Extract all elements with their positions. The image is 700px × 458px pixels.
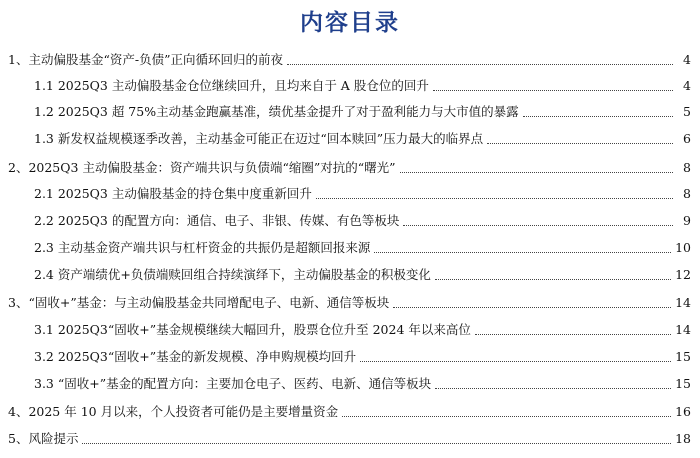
toc-entry[interactable] xyxy=(34,77,691,95)
toc-entry-title: 4、2025 年 10 月以来，个人投资者可能仍是主要增量资金 xyxy=(8,404,339,419)
toc-entry[interactable] xyxy=(34,239,691,257)
toc-entry-page: 14 xyxy=(675,295,691,310)
toc-entry-page: 8 xyxy=(683,186,691,201)
toc-entry-title: 3.1 2025Q3“固收+”基金规模继续大幅回升，股票仓位升至 2024 年以来高位 xyxy=(34,322,471,337)
toc-leader-dots xyxy=(523,116,673,117)
toc-entry-page: 15 xyxy=(675,376,691,391)
toc-leader-dots xyxy=(82,443,671,444)
toc-leader-dots xyxy=(435,279,671,280)
toc-leader-dots xyxy=(475,334,671,335)
toc-entry-page: 5 xyxy=(683,104,691,119)
toc-entry-title: 1、主动偏股基金“资产-负债”正向循环回归的前夜 xyxy=(8,52,283,67)
toc-leader-dots xyxy=(403,225,673,226)
toc-entry-page: 4 xyxy=(683,78,691,93)
toc-entry[interactable] xyxy=(34,375,691,393)
toc-entry[interactable] xyxy=(8,159,691,177)
toc-entry-page: 6 xyxy=(683,131,691,146)
toc-entry-title: 2.1 2025Q3 主动偏股基金的持仓集中度重新回升 xyxy=(34,186,312,201)
toc-entry-page: 12 xyxy=(675,267,691,282)
toc-entry-title: 2.4 资产端绩优+负债端赎回组合持续演绎下，主动偏股基金的积极变化 xyxy=(34,267,431,282)
toc-entry[interactable] xyxy=(34,321,691,339)
toc-entry[interactable] xyxy=(34,185,691,203)
toc-entry[interactable] xyxy=(34,103,691,121)
toc-entry-page: 18 xyxy=(675,431,691,446)
toc-entry-title: 3、“固收+”基金：与主动偏股基金共同增配电子、电新、通信等板块 xyxy=(8,295,390,310)
toc-leader-dots xyxy=(342,416,671,417)
toc-entry-page: 10 xyxy=(675,240,691,255)
toc-entry-title: 5、风险提示 xyxy=(8,431,79,446)
toc-leader-dots xyxy=(433,90,673,91)
toc-entry[interactable] xyxy=(34,212,691,230)
toc-entry-title: 2.2 2025Q3 的配置方向：通信、电子、非银、传媒、有色等板块 xyxy=(34,213,400,228)
toc-entry[interactable] xyxy=(8,403,691,421)
toc-entry-page: 9 xyxy=(683,213,691,228)
toc-entry-title: 3.3 “固收+”基金的配置方向：主要加仓电子、医药、电新、通信等板块 xyxy=(34,376,432,391)
toc-leader-dots xyxy=(316,198,673,199)
toc-entry-title: 2.3 主动基金资产端共识与杠杆资金的共振仍是超额回报来源 xyxy=(34,240,371,255)
toc-leader-dots xyxy=(360,361,671,362)
toc-entry-page: 16 xyxy=(675,404,691,419)
toc-entry-page: 8 xyxy=(683,160,691,175)
toc-leader-dots xyxy=(374,252,671,253)
toc-entry[interactable] xyxy=(8,430,691,448)
toc-entry-title: 1.1 2025Q3 主动偏股基金仓位继续回升，且均来自于 A 股仓位的回升 xyxy=(34,78,429,93)
page-title: 内容目录 xyxy=(300,10,400,36)
toc-leader-dots xyxy=(393,307,671,308)
toc-entry-title: 1.2 2025Q3 超 75%主动基金跑赢基准，绩优基金提升了对于盈利能力与大市值的暴露 xyxy=(34,104,519,119)
toc-entry-page: 14 xyxy=(675,322,691,337)
toc-leader-dots xyxy=(400,172,673,173)
toc-entry[interactable] xyxy=(34,348,691,366)
toc-entry[interactable] xyxy=(34,266,691,284)
toc-leader-dots xyxy=(287,64,673,65)
toc-entry[interactable] xyxy=(8,51,691,69)
toc-entry-title: 2、2025Q3 主动偏股基金：资产端共识与负债端“缩圈”对抗的“曙光” xyxy=(8,160,396,175)
toc-entry[interactable] xyxy=(8,294,691,312)
toc-entry[interactable] xyxy=(34,130,691,148)
toc-leader-dots xyxy=(435,388,671,389)
toc-entry-title: 3.2 2025Q3“固收+”基金的新发规模、净申购规模均回升 xyxy=(34,349,357,364)
toc-entry-title: 1.3 新发权益规模逐季改善，主动基金可能正在迈过“回本赎回”压力最大的临界点 xyxy=(34,131,484,146)
toc-leader-dots xyxy=(487,143,673,144)
toc-entry-page: 15 xyxy=(675,349,691,364)
toc-entry-page: 4 xyxy=(683,52,691,67)
